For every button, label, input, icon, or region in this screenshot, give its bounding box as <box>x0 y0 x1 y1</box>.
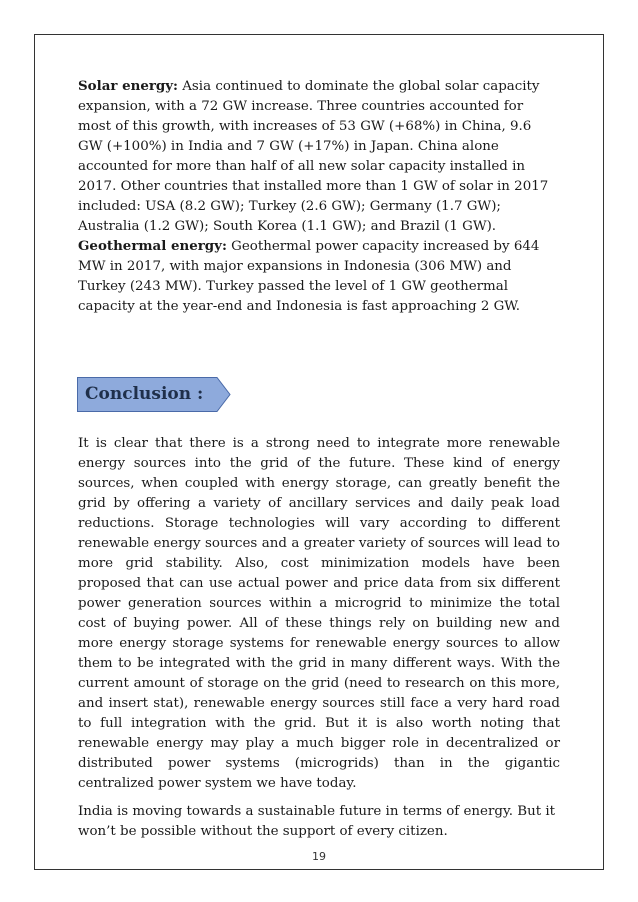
geothermal-energy-section <box>78 236 560 317</box>
conclusion-paragraph-1: It is clear that there is a strong need to integrate more renewable energy sources into the grid of the future. These kind of energy sources, when coupled with energy storage, can greatly benefit the grid by offering a variety of ancillary services and daily peak load reductions. Storage technologies will vary according to different renewable energy sources and a greater variety of sources will lead to more grid stability. Also, cost minimization models have been proposed that can use actual power and price data from six different power generation sources within a microgrid to minimize the total cost of buying power. All of these things rely on building new and more energy storage systems for renewable energy sources to allow them to be integrated with the grid in many different ways. With the current amount of storage on the grid (need to research on this more, and insert stat), renewable energy sources still face a very hard road to full integration with the grid. But it is also worth noting that renewable energy may play a much bigger role in decentralized or distributed power systems (microgrids) than in the gigantic centralized power system we have today. <box>78 436 560 791</box>
solar-energy-paragraph <box>78 76 560 237</box>
page-number: 19 <box>312 850 326 863</box>
geothermal-energy-text: Geothermal power capacity increased by 644 MW in 2017, with major expansions in Indonesia (306 MW) and Turkey (243 MW). Turkey passed the level of 1 GW geothermal capacity at the year-end and Indonesia is fast approaching 2 GW. <box>78 239 540 314</box>
solar-energy-heading: Solar energy: <box>78 78 178 94</box>
solar-energy-section <box>78 76 560 237</box>
conclusion-body <box>78 434 560 842</box>
geothermal-energy-heading: Geothermal energy: <box>78 238 227 254</box>
conclusion-heading-box <box>77 377 231 412</box>
conclusion-paragraph-2: India is moving towards a sustainable future in terms of energy. But it won’t be possible without the support of every citizen. <box>78 804 556 839</box>
solar-energy-text: Asia continued to dominate the global solar capacity expansion, with a 72 GW increase. Three countries accounted for most of this growth, with increases of 53 GW (+68%) in China, 9.6 GW (+100%) in India and 7 GW (+17%) in Japan. China alone accounted for more than half of all new solar capacity installed in 2017. Other countries that installed more than 1 GW of solar in 2017 included: USA (8.2 GW); Turkey (2.6 GW); Germany (1.7 GW); Australia (1.2 GW); South Korea (1.1 GW); and Brazil (1 GW). <box>78 79 549 234</box>
conclusion-heading: Conclusion : <box>85 384 204 404</box>
geothermal-energy-paragraph <box>78 236 560 317</box>
